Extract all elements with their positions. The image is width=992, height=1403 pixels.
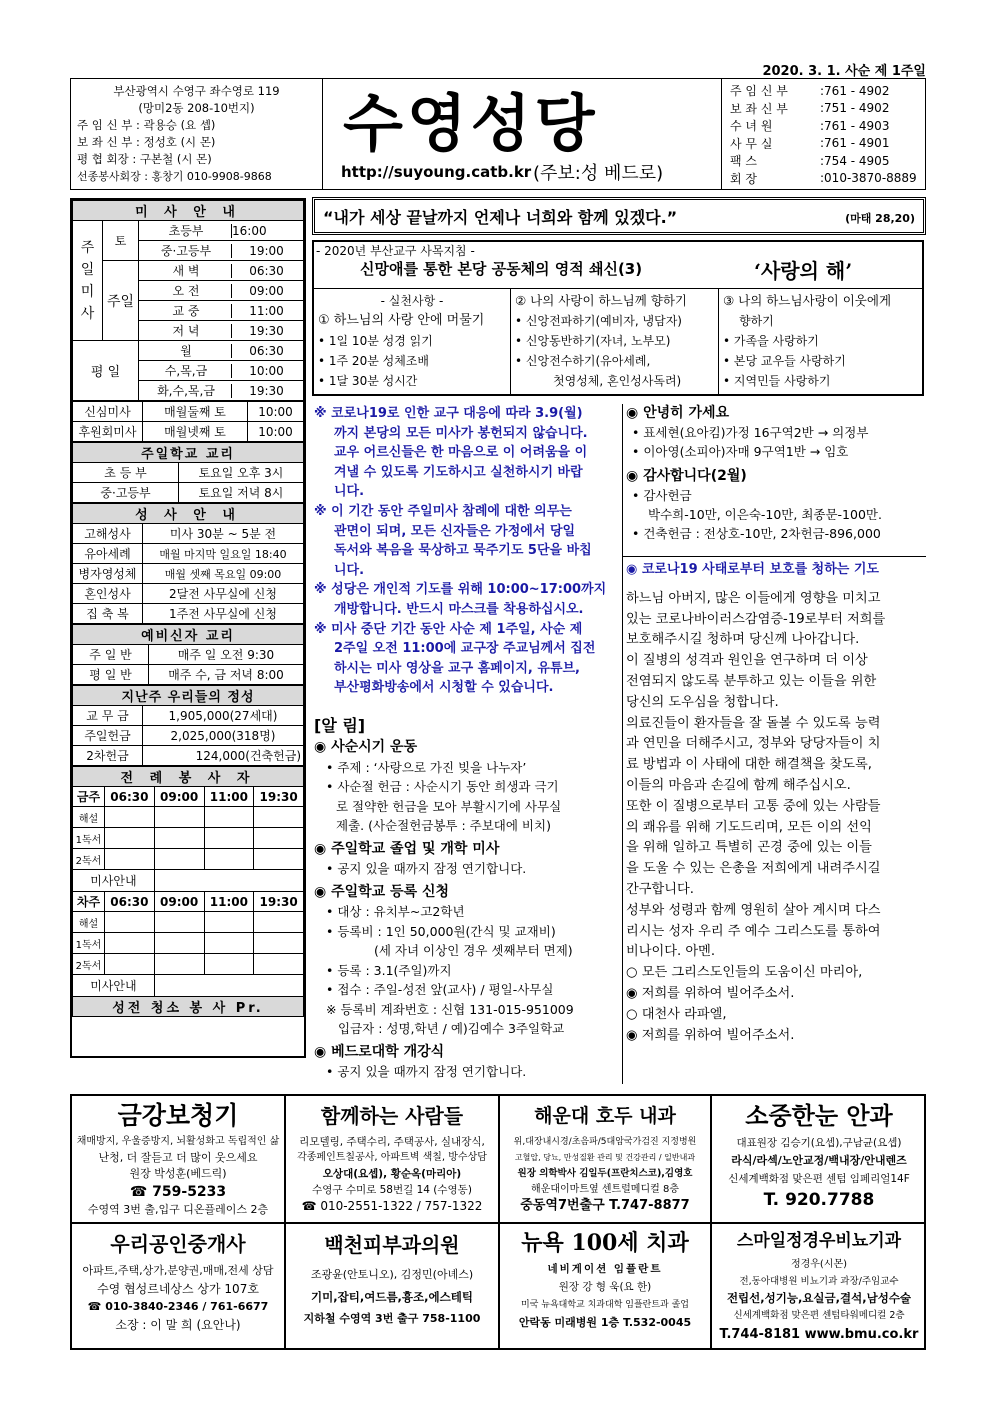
weekday-label: 평 일 (73, 341, 139, 401)
guideline-sub: - 2020년 부산교구 사목지침 - (316, 244, 475, 258)
notice-heading: ◉ 주일학교 등록 신청 (314, 883, 450, 900)
patron: (주보:성 베드로) (533, 163, 664, 184)
practice-col-3: ③ 나의 하느님사랑이 이웃에게 향하기 • 가족을 사랑하기 • 본당 교우들 사랑하기 • 지역민들 사랑하기 (718, 289, 922, 394)
farewell-heading: ◉ 안녕히 가세요 (626, 405, 730, 421)
issue-date: 2020. 3. 1. 사순 제 1주일 (762, 64, 926, 79)
website-link[interactable]: http://suyoung.catb.kr (341, 163, 532, 181)
parish-logo: 수영성당 (343, 87, 599, 160)
sunday-label: 주일미사 (73, 221, 103, 341)
ad-dermatology: 백천피부과의원 조광윤(안토니오), 김정민(아녜스) 기미,잡티,여드름,흉조,에스테틱 지하철 수영역 3번 출구 758-1100 (303, 1233, 481, 1325)
notice-heading: ◉ 베드로대학 개강식 (314, 1043, 445, 1060)
special-mass-table: 신심미사 매월둘째 토 10:00 후원회미사 매월넷째 토 10:00 (72, 401, 304, 442)
ad-internal-medicine: 해운대 호두 내과 위,대장내시경/초음파/5대암국가검진 지정병원 고혈압, 당뇨, 만성질환 관리 및 건강관리 / 일반내과 원장 의학박사 김일두(프란치스코),김영호 해운대이마트옆 센트럴메디컬 8층 중동역7번출구 T.747-8877 (513, 1105, 697, 1213)
council-chair: 평 협 회장 : 구본철 (시 몬) (77, 152, 212, 166)
header (70, 78, 926, 190)
left-column (70, 198, 306, 1058)
ad-hearing-aid: 금강보청기 채매방지, 우울증방지, 뇌활성화고 독립적인 삶 난청, 더 잘듣고 더 많이 웃으세요 원장 박성훈(베드릭) ☎ 759-5233 수영역 3번 출,입구 디온플레이스 2층 (76, 1101, 280, 1216)
quote-box (312, 197, 926, 235)
servers-table: 전 례 봉 사 자 금주 06:30 09:00 11:00 19:30 해설 1독서 2독서 미사안내 차주 06:30 09:00 11:00 19:30 해설 1독서 2독서 미사안내 성전 청소 봉 사 Pr. (72, 766, 304, 1017)
ad-real-estate: 우리공인중개사 아파트,주택,상가,분양권,매매,전세 상담 수영 협성르네상스 상가 107호 ☎ 010-3840-2346 / 761-6677 소장 : 이 말 희 (요안나) (82, 1232, 274, 1332)
offering-table: 지난주 우리들의 정성 교 무 금 1,905,000(27세대) 주일헌금 2,025,000(318명) 2차헌금 124,000(건축헌금) (72, 685, 304, 766)
sunday-label-2: 주일 (103, 261, 139, 341)
contact-row: 팩 스 : 754 - 4905 (730, 153, 890, 169)
ad-urology: 스마일정경우비뇨기과 정경우(시몬) 전,동아대병원 비뇨기과 과장/주임교수 전립선,성기능,요실금,결석,남성수술 신세계백화점 맞은편 센텀타워메디컬 2층 T.744-8181 www.bmu.co.kr (719, 1231, 919, 1342)
assistant-pastor: 보 좌 신 부 : 정성호 (시 몬) (77, 135, 216, 149)
guideline-title: 신망애를 통한 본당 공동체의 영적 쇄신(3) (360, 260, 643, 278)
sacrament-table: 성 사 안 내 고해성사 미사 30분 ~ 5분 전 유아세례 매월 마지막 일요일 18:40 병자영성체 매월 셋째 목요일 09:00 혼인성사 2달전 사무실에 신청 집 축 복 1주전 사무실에 신청 (72, 503, 304, 624)
right-notices: ◉ 안녕히 가세요 • 표세현(요아킴)가정 16구역2반 → 의정부 • 이아영(소피아)자매 9구역1반 → 임호 ◉ 감사합니다(2월) • 감사헌금 박수희-10만, 이은숙-10만, 최종문-100만. • 건축헌금 : 전상호-10만, 2차헌금-896,000 (626, 404, 926, 543)
covid-notice: ※ 코로나19로 인한 교구 대응에 따라 3.9(월) 까지 본당의 모든 미사가 봉헌되지 않습니다. 교우 어르신들은 한 마음으로 이 어려움을 이 겨낼 수 있도록 기도하시고 실천하시기 바랍 니다. ※ 이 기간 동안 주일미사 참례에 대한 의무는 관면이 되며, 모든 신자들은 가정에서 당일 독서와 복음을 묵상하고 묵주기도 5단을 바칩 니다. ※ 성당은 개인적 기도를 위해 10:00~17:00까지 개방합니다. 반드시 마스크를 착용하십시오. ※ 미사 중단 기간 동안 사순 제 1주일, 사순 제 2주일 오전 11:00에 교구장 주교님께서 집전 하시는 미사 영상을 교구 홈페이지, 유튜브, 부산평화방송에서 시청할 수 있습니다. (314, 406, 607, 696)
notice-heading: ◉ 주일학교 졸업 및 개학 미사 (314, 840, 500, 857)
ad-remodeling: 함께하는 사람들 리모델링, 주택수리, 주택공사, 실내장식, 각종페인트칠공사, 아파트벽 색칠, 방수상담 오상대(요셉), 황순옥(마리아) 수영구 수미로 58번길 14 (수영동) ☎ 010-2551-1322 / 757-1322 (297, 1104, 487, 1213)
guideline-highlight: ‘사랑의 해’ (754, 259, 853, 283)
thanks-heading: ◉ 감사합니다(2월) (626, 468, 747, 484)
guideline-box (312, 240, 924, 396)
pastor: 주 임 신 부 : 곽용승 (요 셉) (77, 118, 216, 132)
ads-area (70, 1094, 926, 1350)
contact-row: 회 장 : 010-3870-8889 (730, 171, 917, 186)
catechumen-table: 예비신자 교리 주 일 반 매주 일 오전 9:30 평 일 반 매주 수, 금 저녁 8:00 (72, 624, 304, 685)
ad-dental: 뉴욕 100세 치과 네비게이션 임플란트 원장 강 형 욱(요 한) 미국 뉴욕대학교 치과대학 임플란트과 졸업 안락동 미래병원 1층 T.532-0045 (518, 1230, 692, 1329)
prayer-heading: ◉ 코로나19 사태로부터 보호를 청하는 기도 (626, 562, 879, 577)
contact-row: 사 무 실 : 761 - 4901 (730, 136, 890, 151)
mass-table: 미 사 안 내 주일미사 토 초등부 16:00 중·고등부 19:00 주일 새 벽 06:30 오 전 09:00 교 중 11:00 저 녁 19:30 평 일 월 06:30 수,목,금 10:00 화,수,목,금 19:30 (72, 200, 304, 401)
school-table: 주일학교 교리 초 등 부 토요일 오후 3시 중·고등부 토요일 저녁 8시 (72, 442, 304, 503)
ad-eye-clinic: 소중한눈 안과 대표원장 김승기(요셉),구남균(요셉) 라식/라섹/노안교정/백내장/안내렌즈 신세계백화점 맞은편 센텀 임페리얼14F T. 920.7788 (728, 1102, 910, 1210)
practice-col-1: - 실천사항 - ① 하느님의 사랑 안에 머물기 • 1일 10분 성경 읽기 • 1주 20분 성체조배 • 1달 30분 성시간 (318, 294, 485, 388)
saturday-label: 토 (103, 221, 139, 261)
contacts (721, 79, 925, 189)
contact-row: 주 임 신 부 : 761 - 4902 (730, 83, 890, 99)
practice-col-2: ② 나의 사랑이 하느님께 향하기 • 신앙전파하기(예비자, 냉담자) • 신앙동반하기(자녀, 노부모) • 신앙전수하기(유아세례, 첫영성체, 혼인성사독려) (510, 289, 718, 394)
notices: [알 림] ◉ 사순시기 운동 • 주제 : ‘사랑으로 가진 빚을 나누자’ • 사순절 헌금 : 사순시기 동안 희생과 극기 로 절약한 헌금을 모아 부활시기에 사무실 제출. (사순절헌금봉투 : 주보대에 비치) ◉ 주일학교 졸업 및 개학 미사 • 공지 있을 때까지 잠정 연기합니다. ◉ 주일학교 등록 신청 • 대상 : 유치부~고2학년 • 등록비 : 1인 50,000원(간식 및 교재비) (세 자녀 이상인 경우 셋째부터 면제) • 등록 : 3.1(주일)까지 • 접수 : 주일-성전 앞(교사) / 평일-사무실 ※ 등록비 계좌번호 : 신협 131-015-951009 입금자 : 성명,학년 / 예)김예수 3주일학교 ◉ 베드로대학 개강식 • 공지 있을 때까지 잠정 연기합니다. (314, 714, 620, 1082)
logo-area (323, 79, 721, 189)
quote-ref: (마태 28,20) (845, 212, 915, 225)
parish-info (71, 79, 323, 189)
contact-row: 보 좌 신 부 : 751 - 4902 (730, 101, 890, 116)
contact-row: 수 녀 원 : 761 - 4903 (730, 118, 890, 134)
quote-text: “내가 세상 끝날까지 언제나 너희와 함께 있겠다.” (323, 208, 678, 227)
notice-title: [알 림] (314, 716, 366, 735)
address-old: (망미2동 208-10번지) (138, 101, 255, 115)
mass-title: 미 사 안 내 (73, 201, 304, 221)
notice-heading: ◉ 사순시기 운동 (314, 739, 418, 755)
funeral-chair: 선종봉사회장 : 홍창기 010-9908-9868 (77, 170, 272, 183)
prayer: ◉ 코로나19 사태로부터 보호를 청하는 기도 하느님 아버지, 많은 이들에게 영향을 미치고 있는 코로나바이러스감염증-19로부터 저희를 보호해주시길 청하며 당신께 나아갑니다. 이 질병의 성격과 원인을 연구하며 더 이상 전염되지 않도록 분투하고 있는 이들을 위한 당신의 도우심을 청합니다. 의료진들이 환자들을 잘 돌볼 수 있도록 능력 과 연민을 더해주시고, 정부와 당당자들이 치 료 방법과 이 사태에 대한 해결책을 찾도록, 이들의 마음과 손길에 함께 해주십시오. 또한 이 질병으로부터 고통 중에 있는 사람들 의 쾌유를 위해 기도드리며, 모든 이의 선익 을 위해 일하고 특별히 곤경 중에 있는 이들 을 도울 수 있는 은총을 저희에게 내려주시길 간구합니다. 성부와 성령과 함께 영원히 살아 계시며 다스 리시는 성자 우리 주 예수 그리스도를 통하여 비나이다. 아멘. ○ 모든 그리스도인들의 도움이신 마리아, ◉ 저희를 위하여 빌어주소서. ○ 대천사 라파엘, ◉ 저희를 위하여 빌어주소서. (626, 560, 926, 1046)
address: 부산광역시 수영구 좌수영로 119 (113, 84, 280, 98)
